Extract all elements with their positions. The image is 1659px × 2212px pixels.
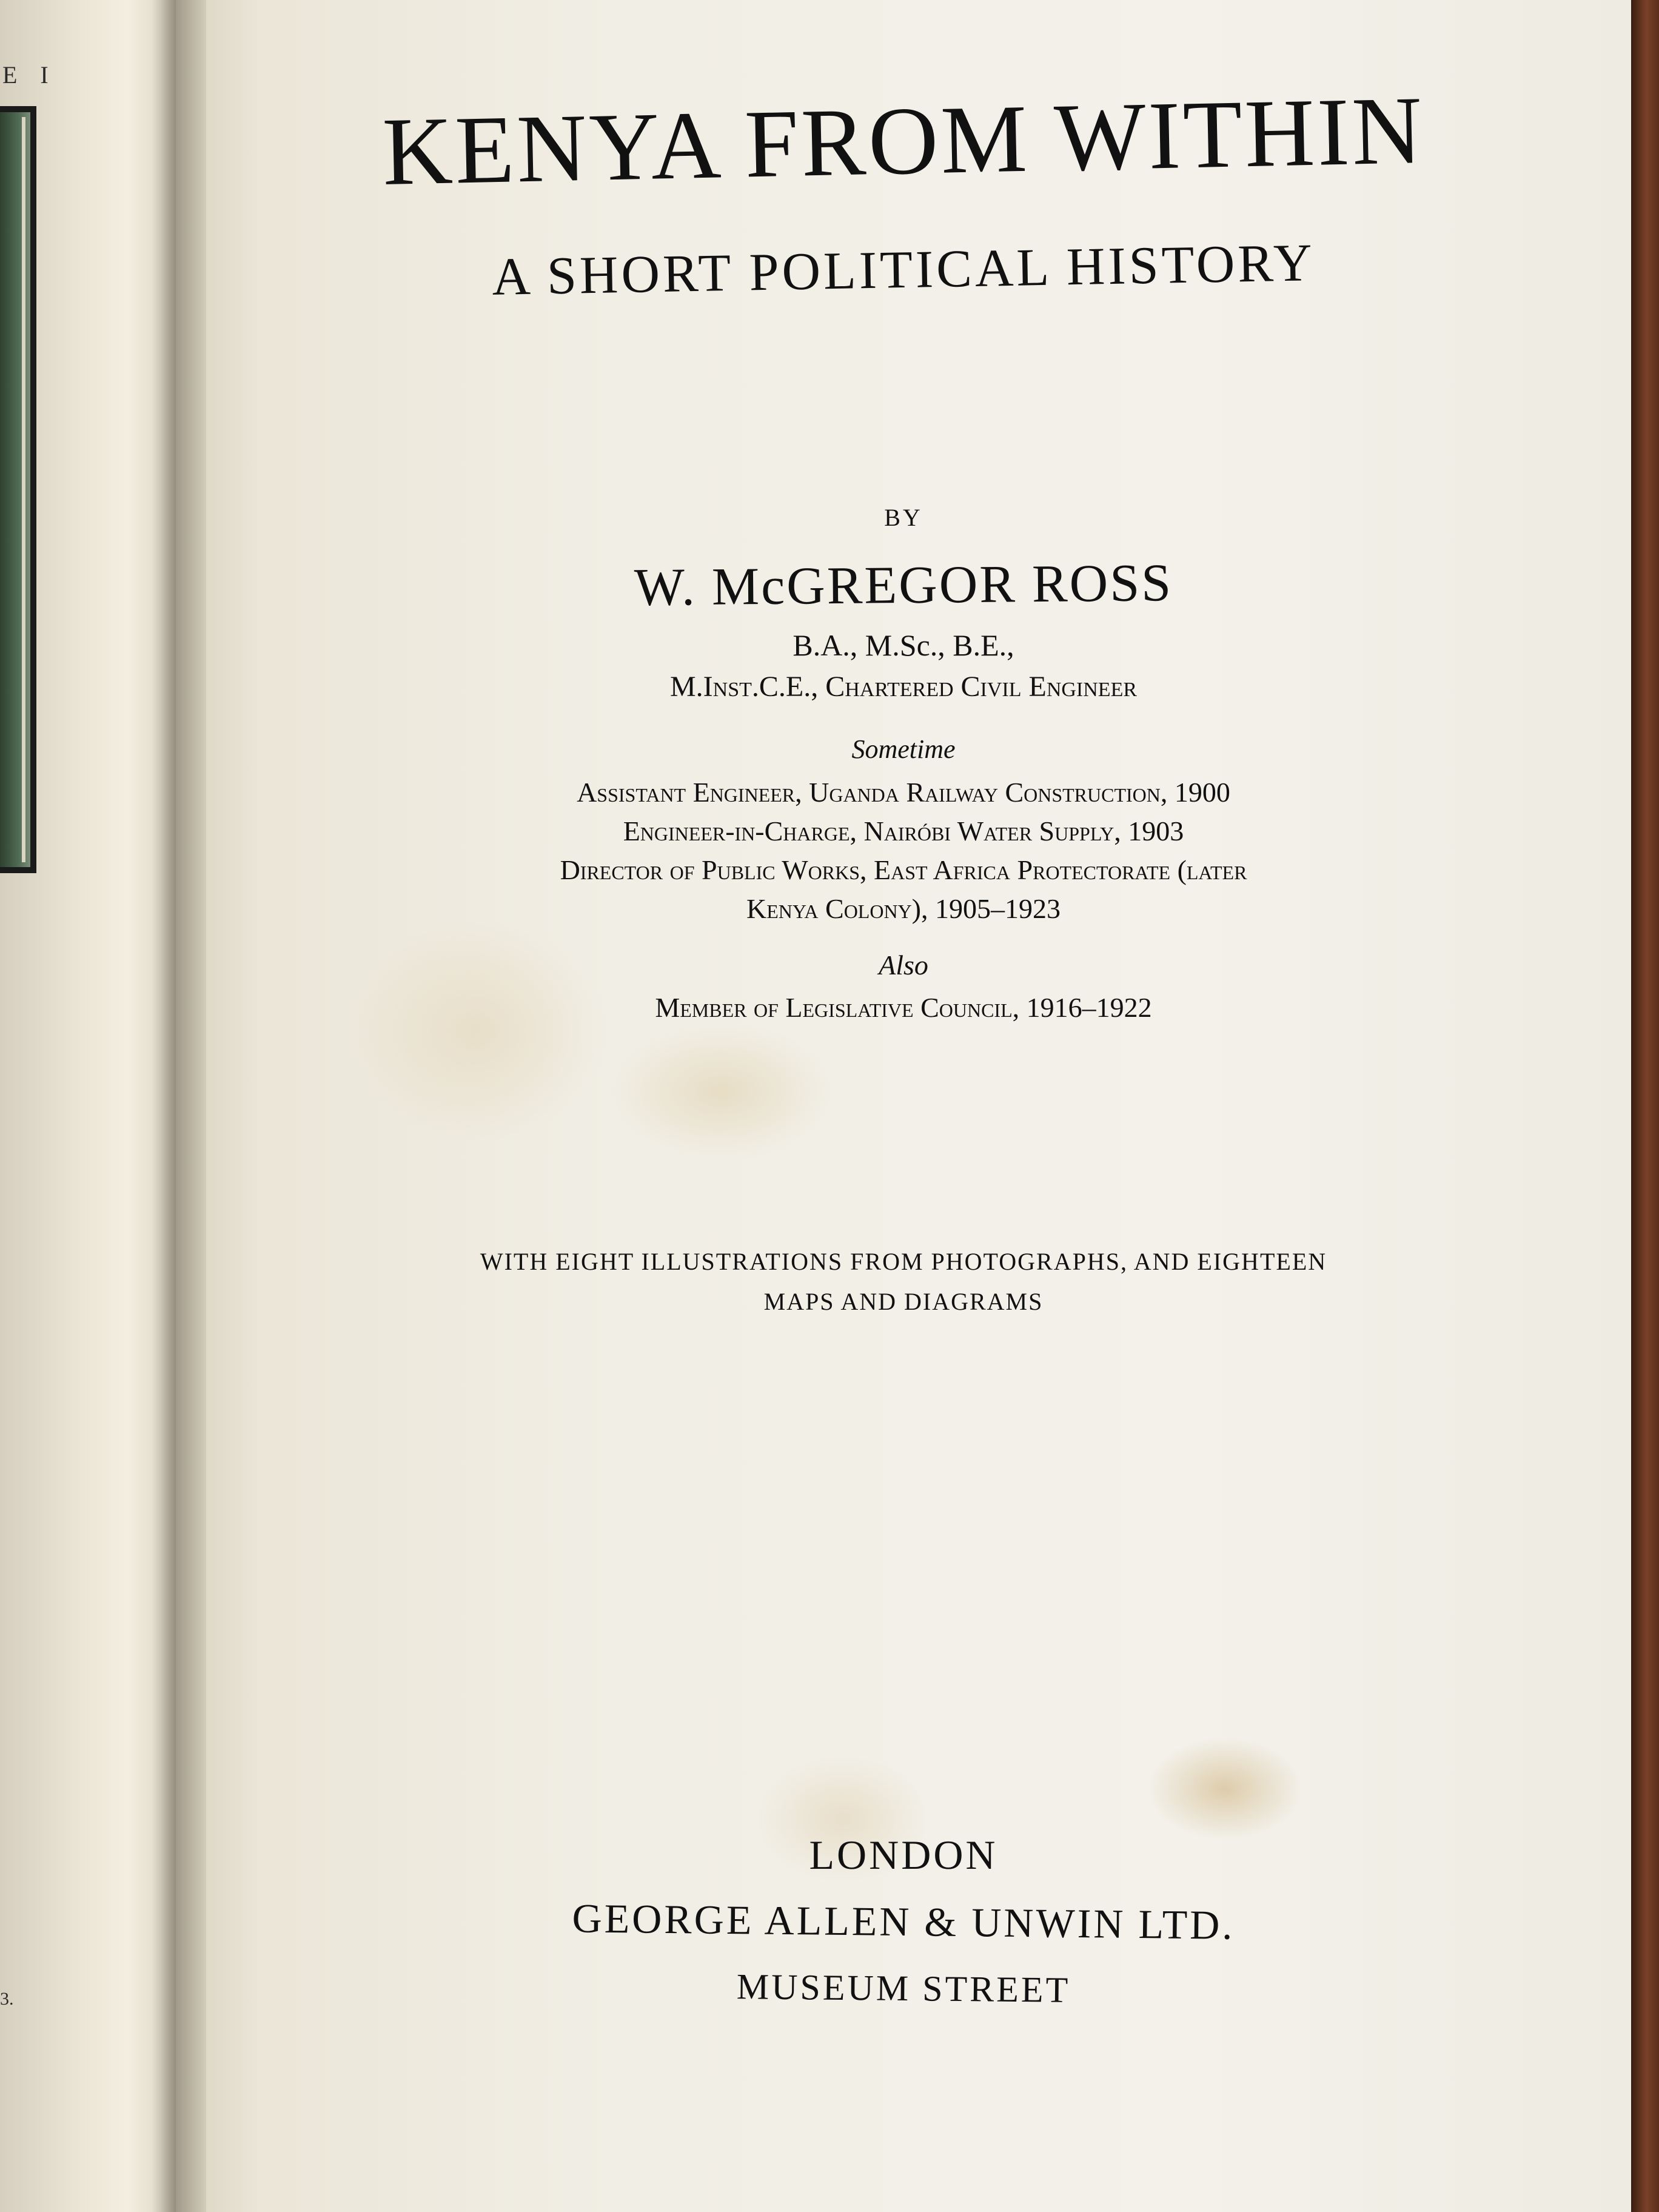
publisher-name: GEORGE ALLEN & UNWIN LTD. xyxy=(572,1895,1235,1948)
author-name: W. McGREGOR ROSS xyxy=(634,554,1173,617)
background-edge xyxy=(1631,0,1659,2212)
career-item: Director of Public Works, East Africa Protectorate (later xyxy=(560,854,1247,885)
by-line: BY xyxy=(884,504,923,531)
illustrations-note xyxy=(176,1242,1631,1322)
left-caption-fragment: 3. xyxy=(0,1989,14,2009)
publisher-street: MUSEUM STREET xyxy=(736,1966,1071,2010)
illustrations-line: MAPS AND DIAGRAMS xyxy=(763,1288,1044,1315)
council-membership: Member of Legislative Council, 1916–1922 xyxy=(655,992,1152,1023)
career-list xyxy=(176,773,1631,928)
title-page xyxy=(176,0,1631,2212)
sometime-label: Sometime xyxy=(851,734,956,764)
left-running-head: E I xyxy=(2,61,57,89)
also-label: Also xyxy=(879,950,928,980)
illustrations-line: WITH EIGHT ILLUSTRATIONS FROM PHOTOGRAPHS, AND EIGHTEEN xyxy=(480,1248,1327,1275)
career-item: Kenya Colony), 1905–1923 xyxy=(746,893,1061,924)
book-subtitle: A SHORT POLITICAL HISTORY xyxy=(491,233,1316,307)
author-degrees: B.A., M.Sc., B.E., xyxy=(793,628,1014,662)
frontispiece-plate xyxy=(0,106,36,873)
career-item: Engineer-in-Charge, Nairóbi Water Supply, 1903 xyxy=(623,816,1184,846)
gutter-shadow xyxy=(152,0,206,2212)
publisher-city: LONDON xyxy=(809,1832,998,1878)
author-institution: M.Inst.C.E., Chartered Civil Engineer xyxy=(669,671,1138,703)
book-title: KENYA FROM WITHIN xyxy=(381,76,1426,206)
career-item: Assistant Engineer, Uganda Railway Construction, 1900 xyxy=(577,777,1230,808)
